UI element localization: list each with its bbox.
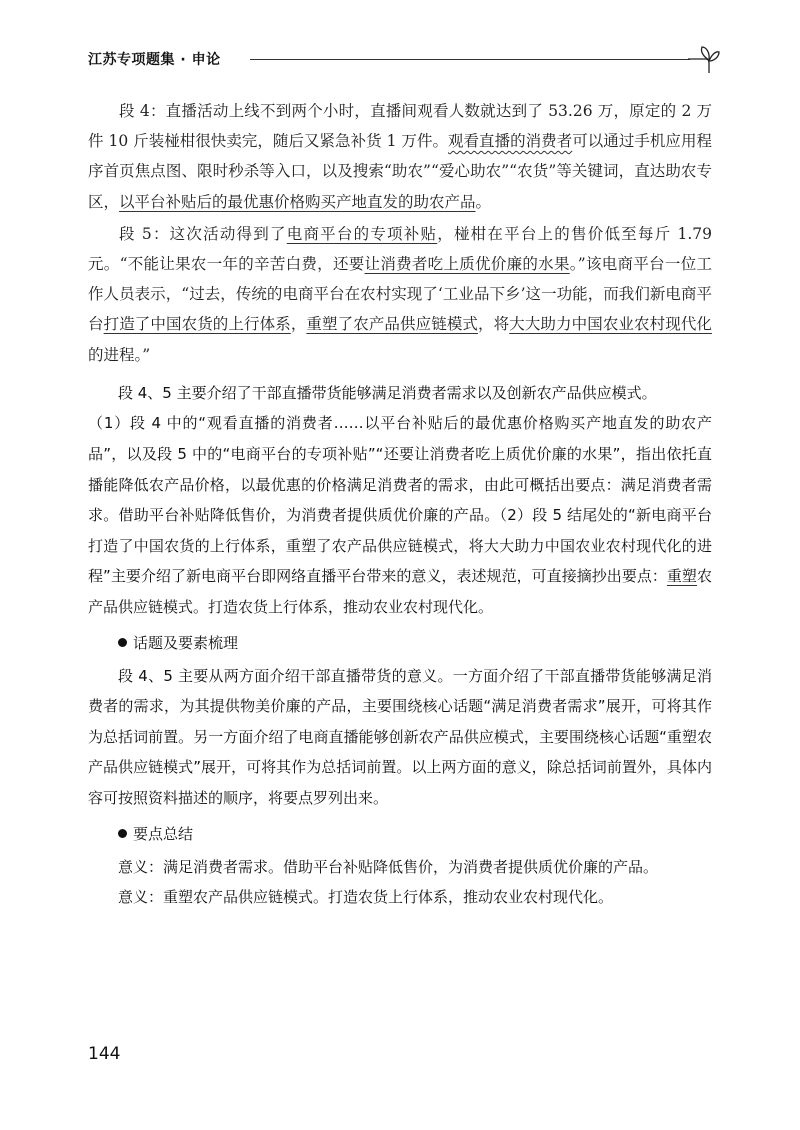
underlined-phrase: 以平台补贴后的最优惠价格购买产地直发的助农产品	[119, 192, 476, 211]
text-run: 。	[475, 192, 492, 211]
underlined-phrase: 重塑了农产品供应链模式	[306, 315, 479, 334]
underlined-phrase: 重塑	[666, 567, 697, 586]
material-paragraph-5	[88, 219, 712, 370]
text-run: 。”该电商平台一位工作人员表示，“过去，传统的电商平台在农村实现了‘工业品下乡’这一功能，而我们新电商平台	[88, 255, 712, 334]
analysis-detail	[88, 408, 712, 622]
bullet-icon	[118, 638, 127, 647]
topic-heading	[88, 629, 712, 657]
page-number: 144	[88, 1044, 121, 1064]
wavy-underlined-phrase: 观看直播的消费者	[448, 132, 573, 151]
summary-line-2: 意义：重塑农产品供应链模式。打造农货上行体系，推动农业农村现代化。	[118, 888, 614, 907]
summary-heading	[88, 820, 712, 848]
summary-heading-label: 要点总结	[133, 824, 194, 843]
text-run: 可以通过手机应用程序首页焦点图、限时秒杀等入口，以及搜索“助农”“爱心助农”“农货”等关键词，直达助农专区，	[88, 132, 712, 211]
text-run: （1）段 4 中的“观看直播的消费者……以平台补贴后的最优惠价格购买产地直发的助农产品”，以及段 5 中的“电商平台的专项补贴”“还要让消费者吃上质优价廉的水果”，指出依托直播能降低农产品价格，以最优惠的价格满足消费者的需求，由此可概括出要点：满足消费者需求。借助平台补贴降低售价，为消费者提供质优价廉的产品。（2）段 5 结尾处的“新电商平台打造了中国农货的上行体系，重塑了农产品供应链模式，将大大助力中国农业农村现代化的进程”主要介绍了新电商平台即网络直播平台带来的意义，表述规范，可直接摘抄出要点：	[88, 414, 712, 586]
topic-heading-label: 话题及要素梳理	[133, 633, 239, 652]
text-run: 段 4：直播活动上线不到两个小时，直播间观看人数就达到了 53.26 万，原定的 2 万件 10 斤装椪柑很快卖完，随后又紧急补货 1 万件。	[88, 102, 712, 151]
text-run: ，	[290, 315, 307, 334]
text-run: ，将	[478, 315, 510, 334]
text-run: 段 5：这次活动得到了	[119, 224, 287, 243]
page-content	[88, 96, 712, 913]
header-rule	[250, 59, 690, 60]
bullet-icon	[118, 829, 127, 838]
material-paragraph-4	[88, 96, 712, 217]
topic-paragraph: 段 4、5 主要从两方面介绍干部直播带货的意义。一方面介绍了干部直播带货能够满足消费者的需求，为其提供物美价廉的产品，主要围绕核心话题“满足消费者需求”展开，可将其作为总括词前置。另一方面介绍了电商直播能够创新农产品供应模式，主要围绕核心话题“重塑农产品供应链模式”展开，可将其作为总括词前置。以上两方面的意义，除总括词前置外，具体内容可按照资料描述的顺序，将要点罗列出来。	[88, 666, 712, 807]
underlined-phrase: 让消费者吃上质优价廉的水果	[364, 255, 570, 274]
header-title: 江苏专项题集 · 申论	[88, 52, 221, 68]
sprout-icon	[684, 40, 720, 76]
summary-line-1: 意义：满足消费者需求。借助平台补贴降低售价，为消费者提供质优价廉的产品。	[118, 857, 659, 876]
running-header	[88, 40, 728, 80]
underlined-phrase: 电商平台的专项补贴	[286, 224, 438, 243]
underlined-phrase: 打造了中国农货的上行体系	[103, 315, 291, 334]
text-run: 农产品供应链模式。打造农货上行体系，推动农业农村现代化。	[88, 567, 712, 616]
text-run: ，椪柑在平台上的售价低至每斤 1.79 元。“不能让果农一年的辛苦白费，还要	[88, 224, 712, 274]
underlined-phrase: 大大助力中国农业农村现代化	[509, 315, 712, 334]
analysis-intro: 段 4、5 主要介绍了干部直播带货能够满足消费者需求以及创新农产品供应模式。	[118, 383, 657, 402]
text-run: 的进程。”	[88, 345, 151, 364]
